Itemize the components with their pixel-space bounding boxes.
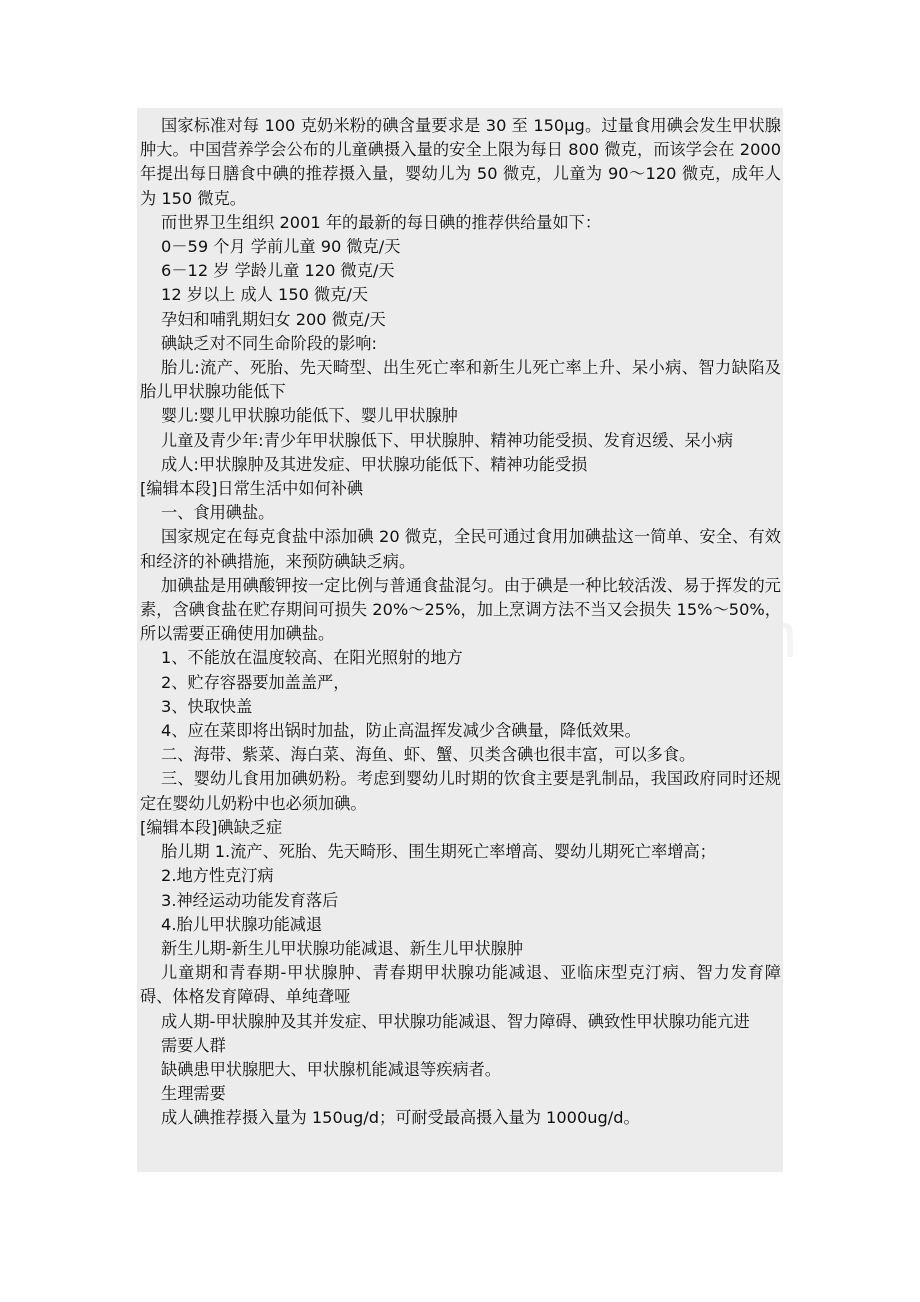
list-item-storage-1: 1、不能放在温度较高、在阳光照射的地方 xyxy=(161,648,463,668)
paragraph-national-rule: 国家规定在每克食盐中添加碘 20 微克，全民可通过食用加碘盐这一简单、安全、有效和经济的补碘措施，来预防碘缺乏病。 xyxy=(140,527,781,571)
list-item-cretinism: 2.地方性克汀病 xyxy=(161,866,274,886)
paragraph-adulthood: 成人期-甲状腺肿及其并发症、甲状腺功能减退、智力障碍、碘致性甲状腺功能亢进 xyxy=(161,1011,750,1031)
list-item-storage-3: 3、快取快盖 xyxy=(161,696,253,716)
paragraph-infant-formula: 三、婴幼儿食用加碘奶粉。考虑到婴幼儿时期的饮食主要是乳制品，我国政府同时还规定在婴幼儿奶粉中也必须加碘。 xyxy=(140,769,781,813)
list-item-pregnant: 孕妇和哺乳期妇女 200 微克/天 xyxy=(161,309,386,329)
paragraph-intake: 成人碘推荐摄入量为 150ug/d；可耐受最高摄入量为 1000ug/d。 xyxy=(161,1108,640,1128)
list-item-storage-4: 4、应在菜即将出锅时加盐，防止高温挥发减少含碘量，降低效果。 xyxy=(161,721,641,741)
list-item-adult: 12 岁以上 成人 150 微克/天 xyxy=(161,285,369,305)
paragraph-target-group: 缺碘患甲状腺肥大、甲状腺机能减退等疾病者。 xyxy=(161,1059,501,1079)
list-item-storage-2: 2、贮存容器要加盖盖严， xyxy=(161,672,350,692)
section-heading-deficiency: [编辑本段]碘缺乏症 xyxy=(140,817,283,837)
paragraph-iodized-salt: 一、食用碘盐。 xyxy=(161,503,275,523)
paragraph-fetus: 胎儿:流产、死胎、先天畸型、出生死亡率和新生儿死亡率上升、呆小病、智力缺陷及胎儿甲状腺功能低下 xyxy=(140,358,781,402)
paragraph-child-teen: 儿童及青少年:青少年甲状腺低下、甲状腺肿、精神功能受损、发育迟缓、呆小病 xyxy=(161,430,734,450)
section-heading-daily-supplement: [编辑本段]日常生活中如何补碘 xyxy=(140,479,364,499)
paragraph-adult: 成人:甲状腺肿及其进发症、甲状腺功能低下、精神功能受损 xyxy=(161,454,588,474)
paragraph-salt-loss: 加碘盐是用碘酸钾按一定比例与普通食盐混匀。由于碘是一种比较活泼、易于挥发的元素，含碘食盐在贮存期间可损失 20%～25%，加上烹调方法不当又会损失 15%～50%，所以需要正确使用加碘盐。 xyxy=(140,575,781,644)
paragraph-fetal-period: 胎儿期 1.流产、死胎、先天畸形、围生期死亡率增高、婴幼儿期死亡率增高； xyxy=(161,842,716,862)
paragraph-neonatal: 新生儿期-新生儿甲状腺功能减退、新生儿甲状腺肿 xyxy=(161,938,524,958)
paragraph-infant: 婴儿:婴儿甲状腺功能低下、婴儿甲状腺肿 xyxy=(161,406,458,426)
subheading-physiological-need: 生理需要 xyxy=(161,1084,226,1104)
subheading-target-group: 需要人群 xyxy=(161,1035,226,1055)
paragraph-childhood-puberty: 儿童期和青春期-甲状腺肿、青春期甲状腺功能减退、亚临床型克汀病、智力发育障碍、体格发育障碍、单纯聋哑 xyxy=(140,963,781,1007)
paragraph-iodine-standard: 国家标准对每 100 克奶米粉的碘含量要求是 30 至 150μg。过量食用碘会发生甲状腺肿大。中国营养学会公布的儿童碘摄入量的安全上限为每日 800 微克，而该学会在 2000 年提出每日膳食中碘的推荐摄入量，婴幼儿为 50 微克，儿童为 90～120 微克，成年人为 150 微克。 xyxy=(140,116,781,208)
list-item-neuromotor: 3.神经运动功能发育落后 xyxy=(161,890,339,910)
paragraph-who-intro: 而世界卫生组织 2001 年的最新的每日碘的推荐供给量如下： xyxy=(161,212,602,232)
paragraph-deficiency-impact: 碘缺乏对不同生命阶段的影响: xyxy=(161,333,377,353)
document-body xyxy=(137,108,783,1172)
list-item-fetal-thyroid: 4.胎儿甲状腺功能减退 xyxy=(161,914,323,934)
list-item-preschool: 0－59 个月 学前儿童 90 微克/天 xyxy=(161,237,401,257)
paragraph-seafood: 二、海带、紫菜、海白菜、海鱼、虾、蟹、贝类含碘也很丰富，可以多食。 xyxy=(161,745,696,765)
list-item-school-age: 6－12 岁 学龄儿童 120 微克/天 xyxy=(161,261,395,281)
